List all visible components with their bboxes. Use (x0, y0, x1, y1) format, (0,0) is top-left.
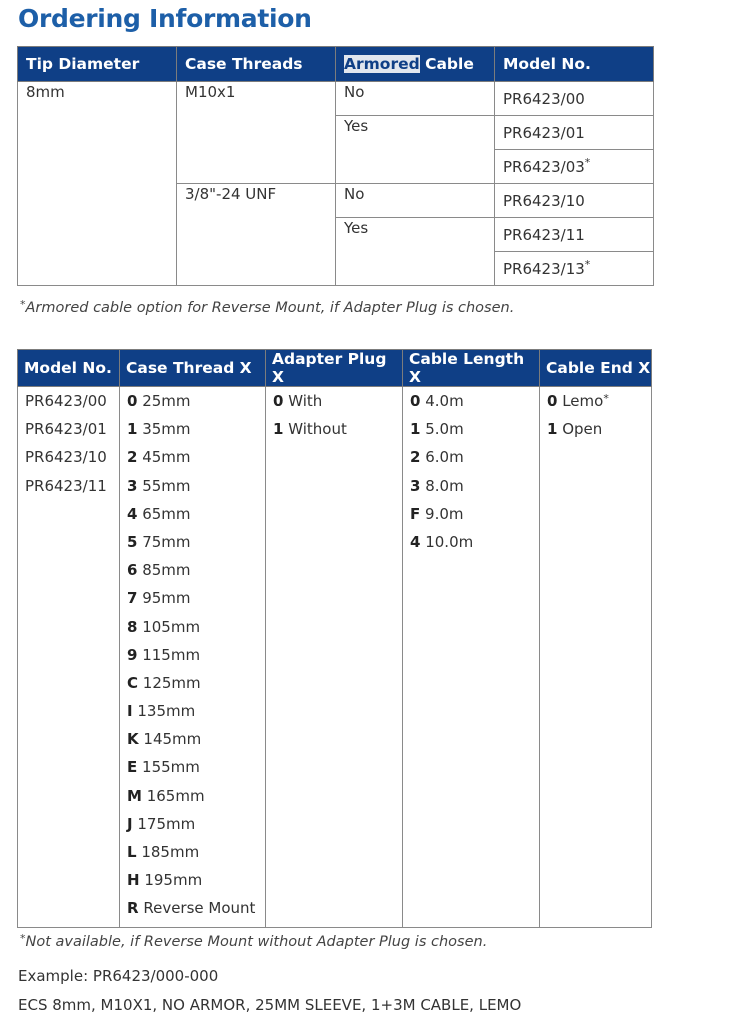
option-text: 105mm (142, 617, 201, 636)
option-text: 45mm (142, 448, 191, 467)
table-header-row (18, 350, 652, 387)
header-cable-length: Cable Length X (403, 350, 540, 387)
asterisk: * (20, 932, 26, 945)
asterisk: * (20, 298, 26, 311)
case-thread-option (127, 419, 265, 447)
case-thread-option (127, 673, 265, 701)
option-code: 3 (127, 476, 138, 495)
armored-cell: Yes (336, 116, 495, 184)
cable-end-option (547, 391, 651, 419)
option-code: 7 (127, 589, 138, 608)
model-cell: PR6423/00 (495, 82, 654, 116)
option-code: 3 (410, 476, 421, 495)
option-code: C (127, 673, 139, 692)
option-code: 1 (547, 420, 558, 439)
option-text: 25mm (142, 392, 191, 410)
case-thread-option (127, 814, 265, 842)
option-text: 135mm (137, 702, 196, 721)
option-text: 6.0m (425, 448, 464, 467)
tip-diameter-cell: 8mm (18, 82, 177, 286)
model-item: PR6423/01 (25, 420, 107, 439)
header-armored-highlight: Armored (344, 55, 420, 73)
case-thread-option (127, 617, 265, 645)
option-code: M (127, 786, 142, 805)
model-list (18, 387, 120, 928)
option-text: 10.0m (425, 532, 474, 551)
asterisk: * (584, 156, 591, 169)
page-title: Ordering Information (18, 4, 312, 33)
header-case-thread: Case Thread X (120, 350, 266, 387)
option-text: 145mm (143, 730, 202, 749)
case-thread-option (127, 645, 265, 673)
case-thread-option (127, 757, 265, 785)
footnote-armored (20, 300, 514, 316)
option-code: H (127, 871, 140, 890)
cable-length-option (410, 504, 539, 532)
cable-length-option (410, 419, 539, 447)
option-text: 9.0m (425, 504, 464, 523)
case-thread-cell: 3/8"-24 UNF (177, 184, 336, 286)
option-code: 0 (127, 392, 138, 410)
cable-length-option (410, 476, 539, 504)
case-thread-option (127, 560, 265, 588)
cable-length-list (403, 387, 540, 928)
header-tip-diameter: Tip Diameter (18, 47, 177, 82)
option-text: 95mm (142, 589, 191, 608)
asterisk: * (603, 392, 609, 405)
option-text: 115mm (142, 645, 201, 664)
option-code: 8 (127, 617, 138, 636)
case-thread-cell: M10x1 (177, 82, 336, 184)
option-text: 5.0m (425, 420, 464, 439)
option-code: 2 (410, 448, 421, 467)
cable-length-option (410, 532, 539, 560)
adapter-plug-list (266, 387, 403, 928)
footnote-text: Not available, if Reverse Mount without Adapter Plug is chosen. (25, 934, 488, 950)
case-thread-option (127, 588, 265, 616)
model-options-table (17, 46, 654, 286)
option-code: L (127, 843, 137, 861)
option-code: 0 (273, 392, 284, 410)
header-model-no: Model No. (18, 350, 120, 387)
option-text: 8.0m (425, 476, 464, 495)
adapter-plug-option (273, 391, 402, 419)
model-item: PR6423/00 (25, 392, 107, 410)
option-text: 4.0m (425, 392, 464, 410)
case-thread-option (127, 532, 265, 560)
armored-cell: No (336, 82, 495, 116)
case-thread-option (127, 842, 265, 870)
header-model-no: Model No. (495, 47, 654, 82)
model-value: PR6423/03 (503, 158, 585, 176)
option-text: 175mm (137, 814, 196, 833)
model-code-table (17, 349, 652, 928)
model-item: PR6423/11 (25, 476, 107, 495)
case-thread-option (127, 898, 265, 926)
option-text: Lemo (562, 392, 604, 410)
model-item: PR6423/10 (25, 448, 107, 467)
option-code: 2 (127, 448, 138, 467)
option-code: 1 (273, 420, 284, 439)
case-thread-option (127, 447, 265, 475)
armored-cell: Yes (336, 218, 495, 286)
model-cell: PR6423/01 (495, 116, 654, 150)
option-code: 1 (410, 420, 421, 439)
option-code: E (127, 758, 138, 777)
option-text: 65mm (142, 504, 191, 523)
option-code: K (127, 730, 139, 749)
option-code: 1 (127, 420, 138, 439)
option-text: 85mm (142, 561, 191, 580)
model-cell (495, 252, 654, 286)
option-text: 55mm (142, 476, 191, 495)
option-text: With (288, 392, 323, 410)
option-text: 195mm (144, 871, 203, 890)
option-text: Open (562, 420, 603, 439)
option-code: 4 (410, 532, 421, 551)
header-cable-label: Cable (419, 55, 474, 73)
case-thread-option (127, 786, 265, 814)
cable-end-list (540, 387, 652, 928)
option-code: 0 (547, 392, 558, 410)
table-row (18, 82, 654, 116)
option-code: 6 (127, 561, 138, 580)
example-description: ECS 8mm, M10X1, NO ARMOR, 25MM SLEEVE, 1+3M CABLE, LEMO (18, 996, 522, 1014)
option-text: 165mm (146, 786, 205, 805)
option-code: I (127, 702, 133, 721)
header-case-threads: Case Threads (177, 47, 336, 82)
case-thread-option (127, 476, 265, 504)
option-code: J (127, 814, 133, 833)
header-armored-cable (336, 47, 495, 82)
asterisk: * (584, 258, 591, 271)
option-text: 75mm (142, 532, 191, 551)
footnote-reverse-mount (20, 934, 487, 950)
adapter-plug-option (273, 419, 402, 447)
model-cell: PR6423/10 (495, 184, 654, 218)
cable-length-option (410, 391, 539, 419)
option-text: Without (288, 420, 347, 439)
model-cell (495, 150, 654, 184)
case-thread-option (127, 391, 265, 419)
cable-end-option (547, 419, 651, 447)
case-thread-option (127, 504, 265, 532)
model-cell: PR6423/11 (495, 218, 654, 252)
option-code: 5 (127, 532, 138, 551)
option-code: R (127, 899, 139, 918)
case-thread-option (127, 729, 265, 757)
option-code: F (410, 504, 421, 523)
case-thread-option (127, 701, 265, 729)
model-value: PR6423/13 (503, 260, 585, 278)
cable-length-option (410, 447, 539, 475)
option-text: 35mm (142, 420, 191, 439)
case-thread-list (120, 387, 266, 928)
option-text: 155mm (142, 758, 200, 777)
table-row (18, 387, 652, 928)
footnote-text: Armored cable option for Reverse Mount, if Adapter Plug is chosen. (25, 300, 515, 316)
case-thread-option (127, 870, 265, 898)
header-adapter-plug: Adapter Plug X (266, 350, 403, 387)
table-header-row (18, 47, 654, 82)
option-code: 0 (410, 392, 421, 410)
armored-cell: No (336, 184, 495, 218)
header-cable-end: Cable End X (540, 350, 652, 387)
option-text: 125mm (142, 673, 201, 692)
option-code: 9 (127, 645, 138, 664)
option-code: 4 (127, 504, 138, 523)
option-text: 185mm (141, 843, 200, 861)
example-code: Example: PR6423/000-000 (18, 967, 219, 985)
option-text: Reverse Mount (143, 899, 256, 918)
